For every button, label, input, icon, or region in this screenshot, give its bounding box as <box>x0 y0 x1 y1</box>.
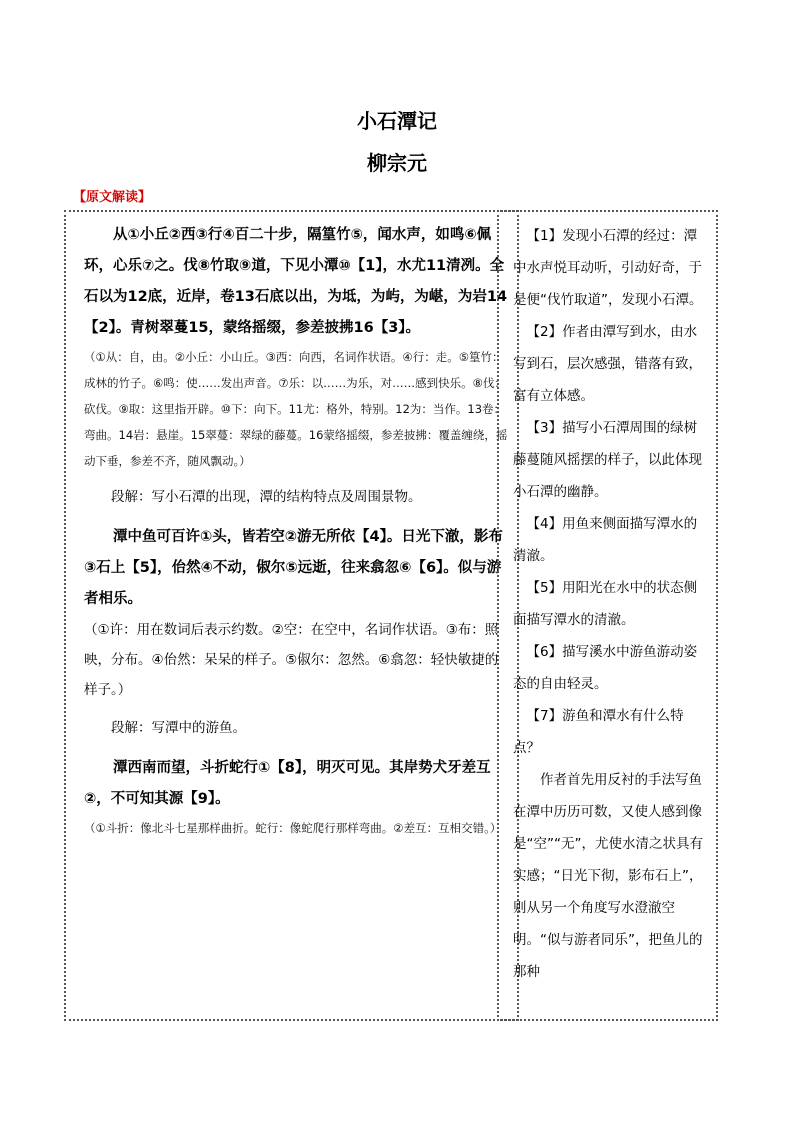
annotation-7: 【7】游鱼和潭水有什么特点？ <box>513 708 684 756</box>
paragraph-2: 潭中鱼可百许①头，皆若空②游无所依【4】。日光下澈，影布③石上【5】，佁然④不动，俶尔⑤远逝，往来翕忽⑥【6】。似与游者相乐。 <box>84 529 503 607</box>
annotation-column <box>513 220 705 988</box>
annotation-5: 【5】用阳光在水中的状态侧面描写潭水的清澈。 <box>513 580 698 628</box>
paragraph-3-notes: （①斗折：像北斗七星那样曲折。蛇行：像蛇爬行那样弯曲。②差互：互相交错。） <box>84 821 502 835</box>
annotation-7-answer: 作者首先用反衬的手法写鱼在潭中历历可数，又使人感到像是“空”“无”，尤使水清之状具有实感；“日光下彻，影布石上”，则从另一个角度写水澄澈空明。“似与游者同乐”，把鱼儿的那种 <box>513 772 703 980</box>
paragraph-3: 潭西南而望，斗折蛇行①【8】，明灭可见。其岸势犬牙差互②，不可知其源【9】。 <box>84 760 491 807</box>
annotation-2: 【2】作者由潭写到水，由水写到石，层次感强，错落有致，富有立体感。 <box>513 324 702 404</box>
paragraph-1-summary: 段解：写小石潭的出现，潭的结构特点及周围景物。 <box>111 489 422 505</box>
annotation-box <box>497 210 718 1021</box>
annotation-4: 【4】用鱼来侧面描写潭水的清澈。 <box>513 516 698 564</box>
annotation-6: 【6】描写溪水中游鱼游动姿态的自由轻灵。 <box>513 644 698 692</box>
section-tag: 【原文解读】 <box>73 190 152 205</box>
paragraph-1-notes: （①从：自，由。②小丘：小山丘。③西：向西，名词作状语。④行：走。⑤篁竹：成林的竹子。⑥鸣：使……发出声音。⑦乐：以……为乐，对……感到快乐。⑧伐：砍伐。⑨取：这里指开辟。⑩下：向下。11尤：格外，特别。12为：当作。13卷：弯曲。14岩：悬崖。15翠蔓：翠绿的藤蔓。16蒙络摇缀，参差披拂：覆盖缠绕，摇动下垂，参差不齐，随风飘动。） <box>84 350 508 468</box>
page-title: 小石潭记 <box>357 109 437 133</box>
author-name: 柳宗元 <box>367 151 427 175</box>
main-text-box <box>64 210 519 1021</box>
annotation-3: 【3】描写小石潭周围的绿树藤蔓随风摇摆的样子，以此体现小石潭的幽静。 <box>513 420 702 500</box>
paragraph-2-notes: （①许：用在数词后表示约数。②空：在空中，名词作状语。③布：照映，分布。④佁然：呆呆的样子。⑤俶尔：忽然。⑥翕忽：轻快敏捷的样子。） <box>84 622 499 698</box>
annotation-1: 【1】发现小石潭的经过：潭中水声悦耳动听，引动好奇，于是便“伐竹取道”，发现小石潭。 <box>513 228 703 308</box>
main-text-column <box>84 220 509 841</box>
paragraph-1: 从①小丘②西③行④百二十步，隔篁竹⑤，闻水声，如鸣⑥佩环，心乐⑦之。伐⑧竹取⑨道，下见小潭⑩【1】，水尤11清冽。全石以为12底，近岸，卷13石底以出，为坻，为屿，为嵁，为岩14【2】。青树翠蔓15，蒙络摇缀，参差披拂16【3】。 <box>84 227 508 336</box>
paragraph-2-summary: 段解：写潭中的游鱼。 <box>111 720 246 736</box>
